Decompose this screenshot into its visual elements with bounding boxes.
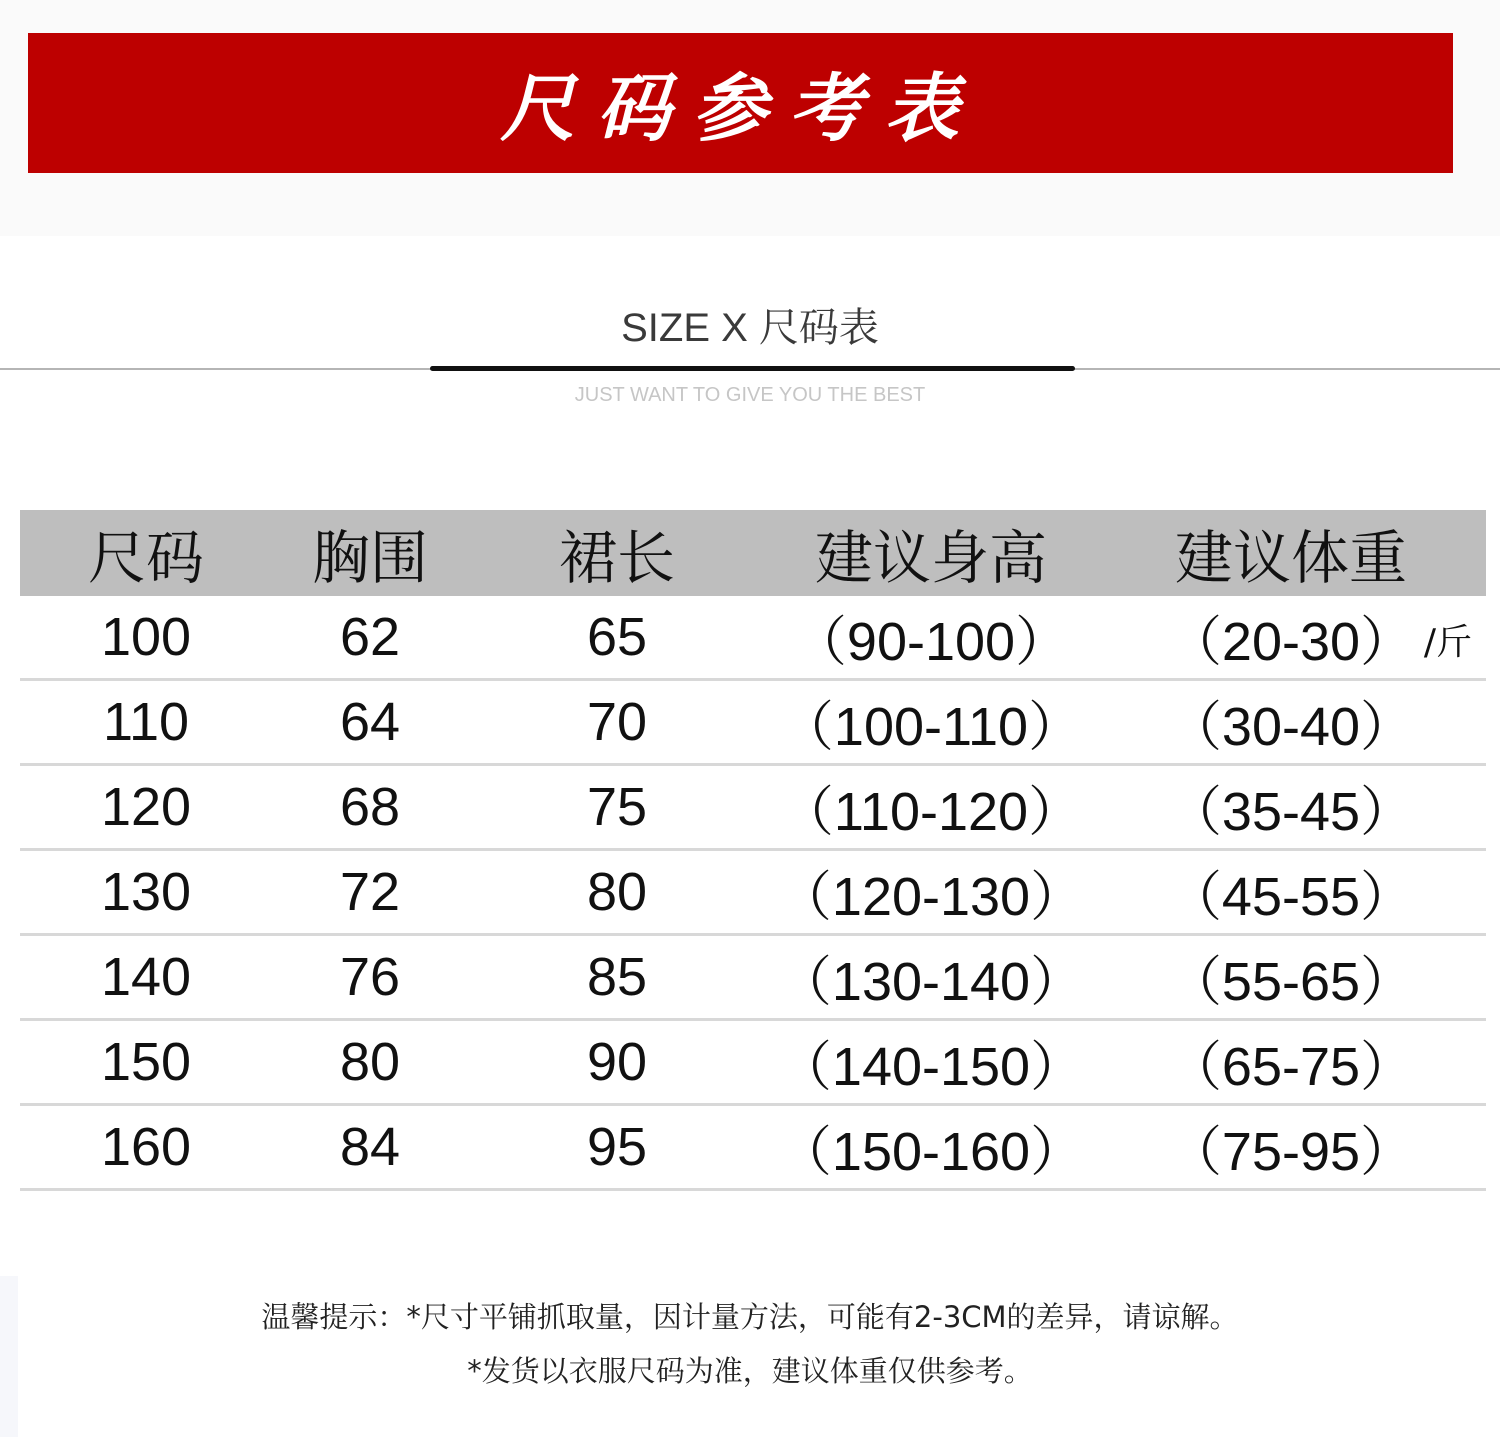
cell-chest: 80 (339, 1032, 401, 1092)
cell-skirt-length: 90 (586, 1032, 648, 1092)
cell-chest: 84 (339, 1117, 401, 1177)
section-subtitle: JUST WANT TO GIVE YOU THE BEST (574, 384, 926, 406)
cell-size: 130 (100, 862, 192, 922)
header-chest: 胸围 (311, 524, 428, 592)
cell-chest: 76 (339, 947, 401, 1007)
cell-weight: （30-40） (1167, 696, 1415, 757)
cell-weight: （65-75） (1167, 1036, 1415, 1097)
note-line-1: 温馨提示：*尺寸平铺抓取量，因计量方法，可能有2-3CM的差异，请谅解。 (261, 1300, 1239, 1334)
cell-weight: （35-45） (1167, 781, 1415, 842)
cell-size: 120 (100, 777, 192, 837)
notes (0, 1290, 1500, 1398)
cell-height: （150-160） (777, 1121, 1085, 1182)
header-weight: 建议体重 (1174, 524, 1407, 592)
banner-title: 尺码参考表 (500, 66, 981, 152)
table-row (20, 1021, 1486, 1106)
cell-weight: （55-65） (1167, 951, 1415, 1012)
cell-skirt-length: 85 (586, 947, 648, 1007)
header-height: 建议身高 (814, 524, 1047, 592)
cell-skirt-length: 95 (586, 1117, 648, 1177)
table-row (20, 766, 1486, 851)
cell-skirt-length: 80 (586, 862, 648, 922)
table-row (20, 1106, 1486, 1191)
cell-height: （90-100） (792, 611, 1070, 672)
cell-chest: 68 (339, 777, 401, 837)
title-banner (28, 33, 1453, 173)
cell-size: 110 (102, 692, 190, 752)
section-title: SIZE X 尺码表 (621, 306, 879, 350)
cell-height: （100-110） (779, 696, 1083, 757)
cell-chest: 62 (339, 607, 401, 667)
header-size: 尺码 (87, 524, 204, 592)
table-row (20, 936, 1486, 1021)
cell-chest: 72 (339, 862, 401, 922)
accent-line (430, 366, 1075, 371)
table-row (20, 851, 1486, 936)
cell-height: （110-120） (779, 781, 1083, 842)
cell-size: 100 (100, 607, 192, 667)
cell-height: （120-130） (777, 866, 1085, 927)
note-line-2: *发货以衣服尺码为准，建议体重仅供参考。 (467, 1354, 1033, 1388)
cell-size: 160 (100, 1117, 192, 1177)
cell-weight: （20-30） (1167, 611, 1415, 672)
weight-unit: /斤 (1423, 622, 1472, 663)
table-header (20, 510, 1486, 596)
cell-weight: （75-95） (1167, 1121, 1415, 1182)
top-panel (0, 0, 1500, 236)
header-skirt-length: 裙长 (558, 524, 675, 592)
cell-height: （140-150） (777, 1036, 1085, 1097)
cell-height: （130-140） (777, 951, 1085, 1012)
table-row (20, 681, 1486, 766)
cell-size: 140 (100, 947, 192, 1007)
cell-skirt-length: 75 (586, 777, 648, 837)
table-row (20, 596, 1486, 681)
size-table (20, 510, 1486, 1191)
cell-weight: （45-55） (1167, 866, 1415, 927)
cell-chest: 64 (339, 692, 401, 752)
cell-skirt-length: 70 (586, 692, 648, 752)
cell-skirt-length: 65 (586, 607, 648, 667)
cell-size: 150 (100, 1032, 192, 1092)
